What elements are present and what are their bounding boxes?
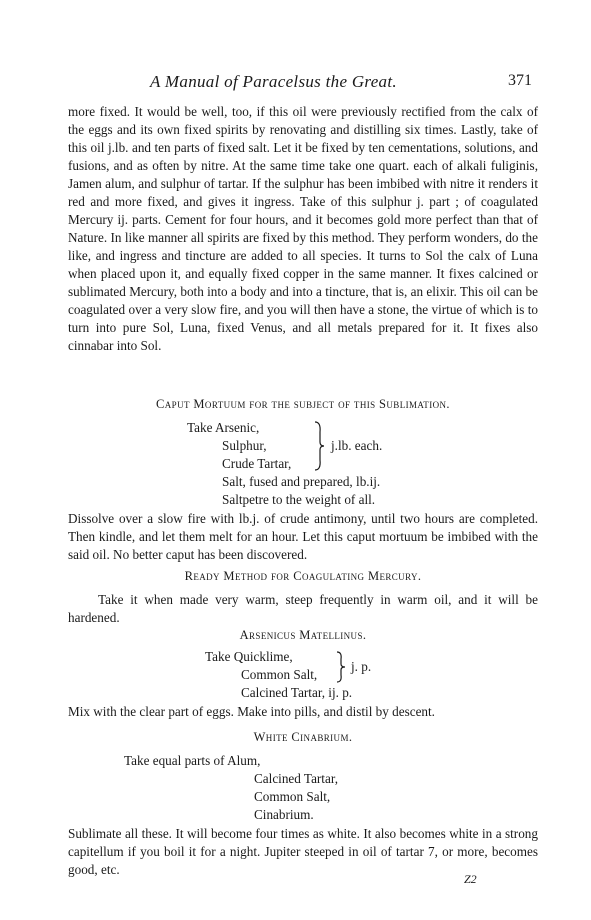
signature-mark: Z2 xyxy=(464,872,477,886)
recipe-line: Take Quicklime, xyxy=(205,649,293,664)
recipe-line: Salt, fused and prepared, lb.ij. xyxy=(222,474,381,489)
running-title: A Manual of Paracelsus the Great. xyxy=(150,72,397,91)
white-paragraph xyxy=(68,825,538,879)
recipe-line: Crude Tartar, xyxy=(222,456,292,471)
recipe-quantity: j. p. xyxy=(351,659,372,674)
heading-ready-method: Ready Method for Coagulating Mercury. xyxy=(184,569,422,583)
recipe-line: Cinabrium. xyxy=(254,807,314,822)
paragraph-text: Sublimate all these. It will become four times as white. It also becomes white in a strong capitellum if you boil it for a night. Jupiter steeped in oil of tartar 7, or more, becomes good, etc. xyxy=(68,826,538,877)
brace-icon xyxy=(313,420,325,472)
heading-arsenicus: Arsenicus Matellinus. xyxy=(239,628,367,642)
page-header xyxy=(0,72,591,94)
recipe-line: Calcined Tartar, xyxy=(254,771,338,786)
ready-paragraph xyxy=(68,591,538,627)
recipe-line: Take Arsenic, xyxy=(187,420,260,435)
recipe-line: Common Salt, xyxy=(241,667,318,682)
recipe-line: Saltpetre to the weight of all. xyxy=(222,492,376,507)
recipe-line: Take equal parts of Alum, xyxy=(124,753,261,768)
paragraph-text: Mix with the clear part of eggs. Make into pills, and distil by descent. xyxy=(68,704,435,719)
heading-white-cinabrium: White Cinabrium. xyxy=(253,730,353,744)
brace-icon xyxy=(335,650,347,684)
recipe-line: Common Salt, xyxy=(254,789,331,804)
opening-paragraph xyxy=(68,103,538,355)
page-number: 371 xyxy=(508,72,532,89)
paragraph-text: Dissolve over a slow fire with lb.j. of crude antimony, until two hours are completed. Then kindle, and let them melt for an hour. Let this caput mortuum be imbibed with the said oil. No better caput has been discovered. xyxy=(68,511,538,562)
arsenicus-paragraph xyxy=(68,703,538,721)
paragraph-text: Take it when made very warm, steep frequently in warm oil, and it will be hardened. xyxy=(68,592,538,625)
paragraph-text: more fixed. It would be well, too, if this oil were previously rectified from the calx of the eggs and its own fixed spirits by renovating and distilling six times. Lastly, take of this oil j.lb. and ten parts of fixed salt. Let it be fixed by ten cementations, solutions, and fusions, and as often by nitre. At the same time take one quart. each of alkali fuliginis, Jamen alum, and sulphur of tartar. If the sulphur has been imbibed with nitre it renders it red and more fixed, and gives it ingress. Take of this sulphur j. part ; of coagulated Mercury ij. parts. Cement for four hours, and it becomes gold more perfect than that of Nature. In like manner all spirits are fixed by this method. They perform wonders, do the like, and ingress and tincture are added to all species. It turns to Sol the calx of Luna when placed upon it, and equally fixed copper in the same manner. It fixes calcined or sublimated Mercury, both into a body and into a tincture, that is, an elixir. This oil can be coagulated over a very slow fire, and you will then have a stone, the virtue of which is to turn into pure Sol, Luna, fixed Venus, and all metals prepared for it. It fixes also cinnabar into Sol. xyxy=(68,104,538,353)
caput-paragraph xyxy=(68,510,538,564)
recipe-line: Sulphur, xyxy=(222,438,267,453)
recipe-quantity: j.lb. each. xyxy=(331,438,383,453)
heading-caput-mortuum: Caput Mortuum for the subject of this Sublimation. xyxy=(156,397,450,411)
recipe-line: Calcined Tartar, ij. p. xyxy=(241,685,353,700)
